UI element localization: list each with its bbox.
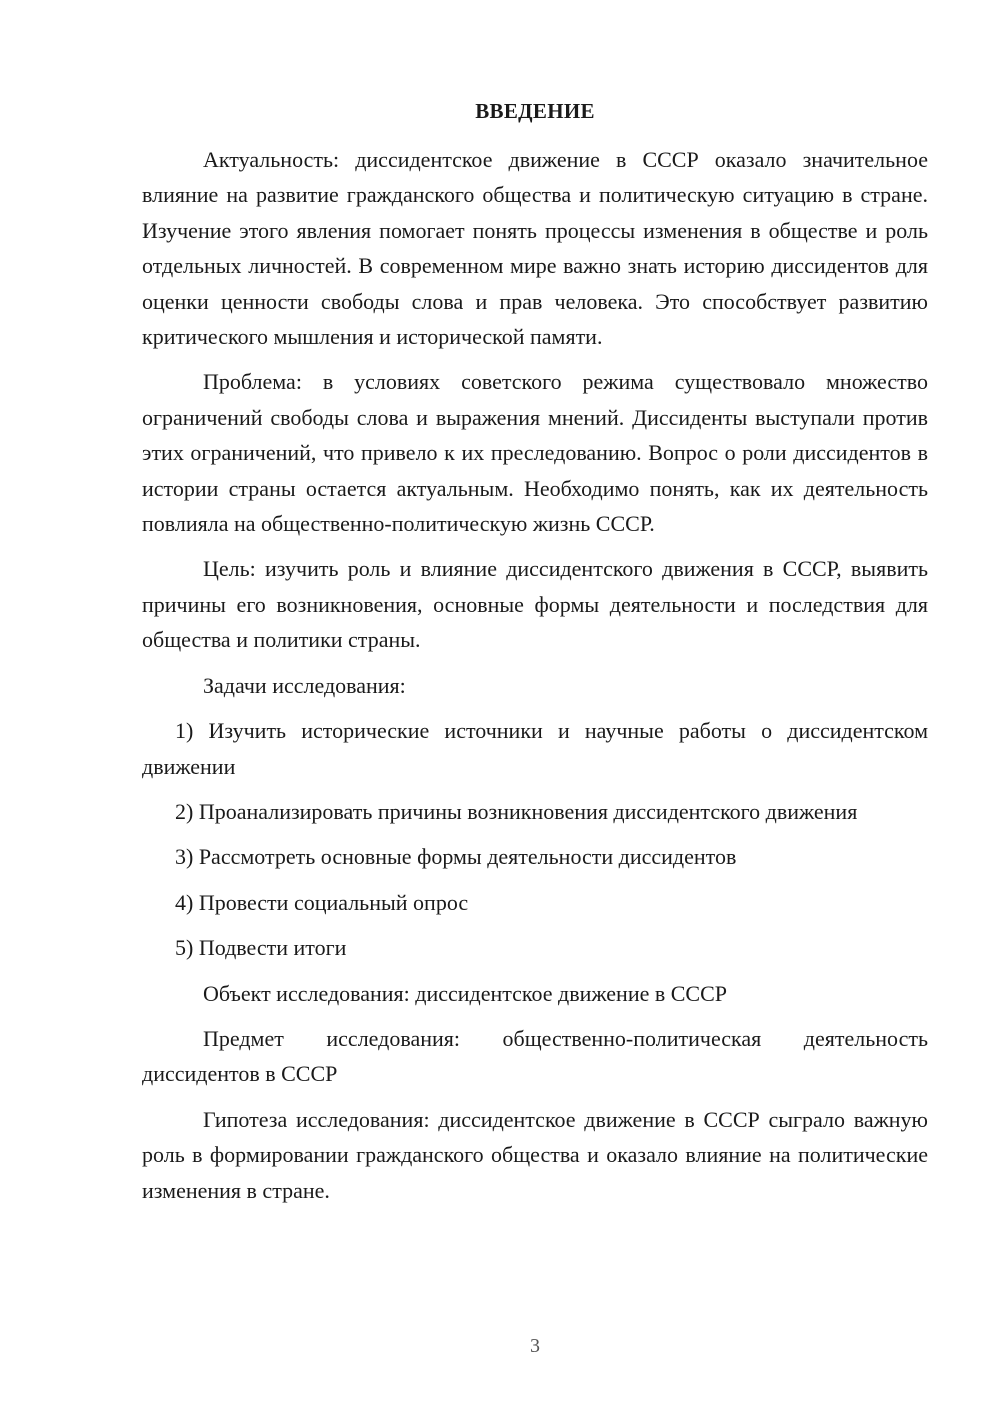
- document-body: [142, 142, 928, 1208]
- object-paragraph: Объект исследования: диссидентское движение в СССР: [203, 980, 728, 1006]
- hypothesis-paragraph: Гипотеза исследования: диссидентское движение в СССР сыграло важную роль в формировании гражданского общества и оказало влияние на политические изменения в стране.: [142, 1106, 928, 1203]
- problem-paragraph: Проблема: в условиях советского режима существовало множество ограничений свободы слова и выражения мнений. Диссиденты выступали против этих ограничений, что привело к их преследованию. Вопрос о роли диссидентов в истории страны остается актуальным. Необходимо понять, как их деятельность повлияла на общественно-политическую жизнь СССР.: [142, 369, 928, 537]
- tasks-heading: Задачи исследования:: [203, 672, 406, 698]
- tasks-list: [142, 713, 928, 965]
- list-item: 3) Рассмотреть основные формы деятельности диссидентов: [175, 844, 737, 870]
- document-page: [142, 0, 928, 1414]
- subject-paragraph: Предмет исследования: общественно-политическая деятельность диссидентов в СССР: [142, 1025, 928, 1087]
- relevance-paragraph: Актуальность: диссидентское движение в СССР оказало значительное влияние на развитие гражданского общества и политическую ситуацию в стране. Изучение этого явления помогает понять процессы изменения в обществе и роль отдельных личностей. В современном мире важно знать историю диссидентов для оценки ценности свободы слова и прав человека. Это способствует развитию критического мышления и исторической памяти.: [142, 147, 928, 350]
- goal-paragraph: Цель: изучить роль и влияние диссидентского движения в СССР, выявить причины его возникновения, основные формы деятельности и последствия для общества и политики страны.: [142, 556, 928, 653]
- list-item: 2) Проанализировать причины возникновения диссидентского движения: [175, 798, 858, 824]
- list-item: 5) Подвести итоги: [175, 935, 347, 961]
- list-item: 1) Изучить исторические источники и научные работы о диссидентском движении: [142, 718, 928, 779]
- page-number: 3: [530, 1335, 540, 1357]
- list-item: 4) Провести социальный опрос: [175, 889, 469, 915]
- section-title: ВВЕДЕНИЕ: [475, 99, 595, 123]
